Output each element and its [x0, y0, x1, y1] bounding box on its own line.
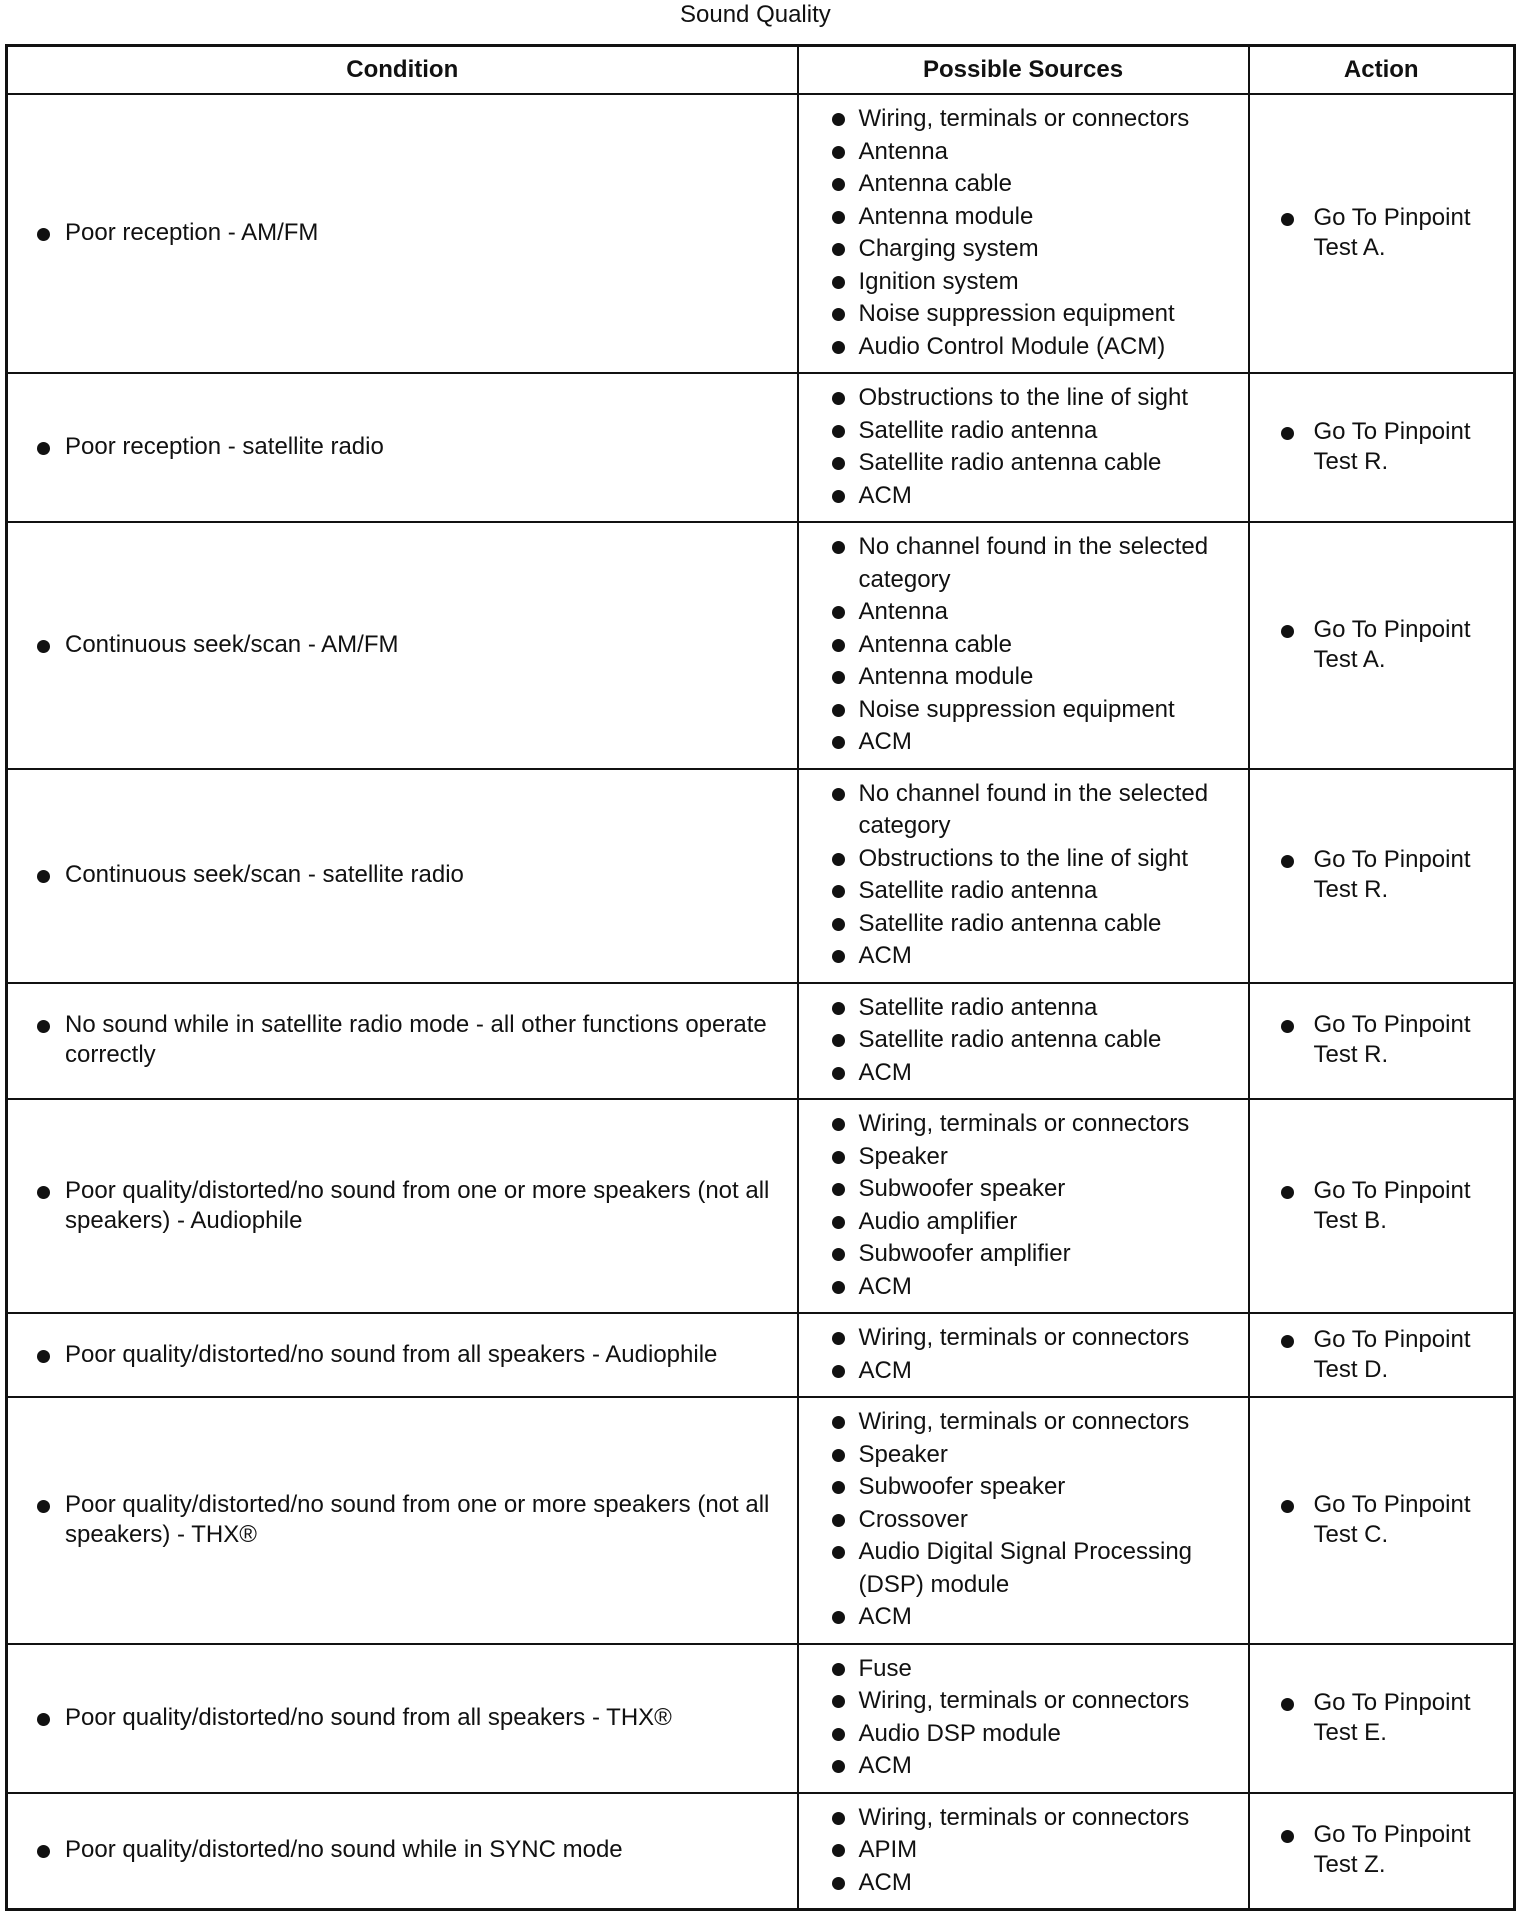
possible-source-item: Subwoofer speaker	[809, 1173, 1238, 1206]
action-text-line1: Go To Pinpoint	[1313, 204, 1471, 231]
action-text-line2: Test D.	[1313, 1355, 1389, 1383]
condition-cell	[7, 1644, 798, 1793]
table-row	[7, 769, 1515, 983]
action-list	[1260, 845, 1504, 905]
action-text-line1: Go To Pinpoint	[1313, 1490, 1471, 1518]
condition-cell	[7, 769, 798, 983]
possible-sources-cell	[798, 94, 1249, 373]
condition-cell	[7, 94, 798, 373]
possible-sources-list	[809, 531, 1238, 759]
condition-text: Poor quality/distorted/no sound from all speakers - Audiophile	[18, 1340, 787, 1370]
condition-text: Poor reception - satellite radio	[18, 432, 787, 462]
action-text-line2: Test A.	[1313, 234, 1386, 261]
possible-source-item: Satellite radio antenna cable	[809, 908, 1238, 941]
possible-source-item: ACM	[809, 1271, 1238, 1304]
header-action: Action	[1249, 46, 1515, 95]
possible-sources-list	[809, 382, 1238, 512]
condition-cell	[7, 1397, 798, 1644]
possible-source-item: Speaker	[809, 1439, 1238, 1472]
possible-source-item: Antenna cable	[809, 168, 1238, 201]
possible-source-item: ACM	[809, 1057, 1238, 1090]
action-text-line2: Test Z.	[1313, 1851, 1386, 1879]
possible-source-item: ACM	[809, 1355, 1238, 1388]
action-list	[1260, 1688, 1504, 1748]
possible-sources-list	[809, 1653, 1238, 1783]
action-list	[1260, 1176, 1504, 1236]
table-row	[7, 1644, 1515, 1793]
possible-source-item: Ignition system	[809, 266, 1238, 299]
possible-source-item: Speaker	[809, 1141, 1238, 1174]
condition-text: No sound while in satellite radio mode - all other functions operate correctly	[18, 1010, 787, 1070]
table-row	[7, 1313, 1515, 1397]
condition-list	[18, 1176, 787, 1236]
condition-cell	[7, 983, 798, 1100]
action-text-line1: Go To Pinpoint	[1313, 615, 1471, 643]
action-list	[1260, 417, 1504, 477]
possible-sources-list	[809, 1406, 1238, 1634]
table-row	[7, 94, 1515, 373]
table-row	[7, 373, 1515, 522]
possible-sources-cell	[798, 1397, 1249, 1644]
possible-source-item: Antenna module	[809, 661, 1238, 694]
action-text-line2: Test R.	[1313, 1041, 1389, 1069]
possible-sources-list	[809, 1802, 1238, 1900]
action-text-line1: Go To Pinpoint	[1313, 1325, 1471, 1353]
possible-source-item: Wiring, terminals or connectors	[809, 1406, 1238, 1439]
header-possible-sources: Possible Sources	[798, 46, 1249, 95]
condition-list	[18, 1010, 787, 1070]
possible-source-item: ACM	[809, 1867, 1238, 1900]
possible-source-item: Noise suppression equipment	[809, 298, 1238, 331]
action-cell	[1249, 769, 1515, 983]
action-list	[1260, 615, 1504, 675]
possible-sources-cell	[798, 1793, 1249, 1910]
action-list	[1260, 1820, 1504, 1880]
possible-sources-cell	[798, 1313, 1249, 1397]
possible-source-item: Obstructions to the line of sight	[809, 382, 1238, 415]
action-cell	[1249, 1793, 1515, 1910]
condition-cell	[7, 522, 798, 769]
action-text-line1: Go To Pinpoint	[1313, 1011, 1471, 1039]
condition-text: Continuous seek/scan - AM/FM	[18, 630, 787, 660]
possible-source-item: Wiring, terminals or connectors	[809, 1802, 1238, 1835]
condition-list	[18, 1703, 787, 1733]
possible-source-item: Satellite radio antenna cable	[809, 1024, 1238, 1057]
table-row	[7, 522, 1515, 769]
condition-list	[18, 860, 787, 890]
action-text-line1: Go To Pinpoint	[1313, 1688, 1471, 1716]
action-item	[1260, 845, 1504, 905]
condition-text: Poor quality/distorted/no sound from one or more speakers (not all speakers) - THX®	[18, 1490, 787, 1550]
possible-source-item: Audio amplifier	[809, 1206, 1238, 1239]
possible-source-item: Fuse	[809, 1653, 1238, 1686]
possible-sources-cell	[798, 983, 1249, 1100]
action-text-line2: Test R.	[1313, 876, 1389, 903]
possible-source-item: Audio Control Module (ACM)	[809, 331, 1238, 364]
action-cell	[1249, 1397, 1515, 1644]
table-row	[7, 1793, 1515, 1910]
action-text-line1: Go To Pinpoint	[1313, 418, 1471, 445]
possible-sources-cell	[798, 1099, 1249, 1313]
condition-cell	[7, 1313, 798, 1397]
action-text-line1: Go To Pinpoint	[1313, 1821, 1471, 1849]
action-item	[1260, 203, 1504, 263]
possible-sources-list	[809, 1322, 1238, 1387]
document-title: Sound Quality	[680, 1, 831, 28]
action-text-line2: Test E.	[1313, 1718, 1387, 1746]
condition-list	[18, 1490, 787, 1550]
header-condition: Condition	[7, 46, 798, 95]
condition-text: Poor quality/distorted/no sound from one or more speakers (not all speakers) - Audiophile	[18, 1176, 787, 1236]
possible-source-item: Wiring, terminals or connectors	[809, 103, 1238, 136]
condition-text: Poor quality/distorted/no sound while in SYNC mode	[18, 1835, 787, 1865]
possible-source-item: Antenna	[809, 596, 1238, 629]
action-text-line2: Test R.	[1313, 448, 1389, 475]
possible-source-item: Satellite radio antenna	[809, 875, 1238, 908]
possible-source-item: Subwoofer amplifier	[809, 1238, 1238, 1271]
sound-quality-table	[5, 44, 1516, 1911]
condition-list	[18, 218, 787, 248]
action-list	[1260, 1325, 1504, 1385]
possible-sources-list	[809, 103, 1238, 363]
table-header-row	[7, 46, 1515, 95]
possible-source-item: Obstructions to the line of sight	[809, 843, 1238, 876]
action-text-line1: Go To Pinpoint	[1313, 1176, 1471, 1204]
action-cell	[1249, 373, 1515, 522]
possible-source-item: Antenna	[809, 136, 1238, 169]
condition-text: Poor quality/distorted/no sound from all speakers - THX®	[18, 1703, 787, 1733]
possible-source-item: Satellite radio antenna	[809, 415, 1238, 448]
possible-sources-list	[809, 992, 1238, 1090]
action-item	[1260, 1490, 1504, 1550]
possible-source-item: No channel found in the selected category	[809, 531, 1238, 596]
possible-sources-list	[809, 1108, 1238, 1303]
possible-source-item: Antenna cable	[809, 629, 1238, 662]
table-row	[7, 1397, 1515, 1644]
condition-cell	[7, 1793, 798, 1910]
action-text-line2: Test B.	[1313, 1206, 1387, 1234]
possible-source-item: Wiring, terminals or connectors	[809, 1108, 1238, 1141]
possible-source-item: ACM	[809, 940, 1238, 973]
action-text-line1: Go To Pinpoint	[1313, 846, 1471, 873]
condition-list	[18, 1835, 787, 1865]
action-item	[1260, 615, 1504, 675]
condition-list	[18, 630, 787, 660]
condition-text: Poor reception - AM/FM	[18, 218, 787, 248]
possible-source-item: ACM	[809, 1601, 1238, 1634]
action-text-line2: Test A.	[1313, 645, 1386, 673]
action-item	[1260, 1820, 1504, 1880]
possible-source-item: Satellite radio antenna	[809, 992, 1238, 1025]
action-list	[1260, 1010, 1504, 1070]
condition-text: Continuous seek/scan - satellite radio	[18, 860, 787, 890]
action-text-line2: Test C.	[1313, 1520, 1389, 1548]
action-cell	[1249, 522, 1515, 769]
possible-sources-cell	[798, 373, 1249, 522]
possible-source-item: Antenna module	[809, 201, 1238, 234]
possible-sources-cell	[798, 522, 1249, 769]
action-item	[1260, 417, 1504, 477]
table-row	[7, 983, 1515, 1100]
possible-source-item: Noise suppression equipment	[809, 694, 1238, 727]
table-row	[7, 1099, 1515, 1313]
action-cell	[1249, 94, 1515, 373]
possible-source-item: Subwoofer speaker	[809, 1471, 1238, 1504]
action-item	[1260, 1325, 1504, 1385]
condition-cell	[7, 1099, 798, 1313]
possible-source-item: ACM	[809, 480, 1238, 513]
possible-sources-list	[809, 778, 1238, 973]
possible-source-item: Crossover	[809, 1504, 1238, 1537]
action-cell	[1249, 1099, 1515, 1313]
possible-source-item: ACM	[809, 726, 1238, 759]
possible-source-item: Charging system	[809, 233, 1238, 266]
possible-source-item: Wiring, terminals or connectors	[809, 1322, 1238, 1355]
action-cell	[1249, 983, 1515, 1100]
condition-list	[18, 432, 787, 462]
action-item	[1260, 1688, 1504, 1748]
action-cell	[1249, 1313, 1515, 1397]
condition-list	[18, 1340, 787, 1370]
possible-source-item: Audio DSP module	[809, 1718, 1238, 1751]
possible-source-item: APIM	[809, 1834, 1238, 1867]
possible-source-item: ACM	[809, 1750, 1238, 1783]
possible-sources-cell	[798, 1644, 1249, 1793]
possible-sources-cell	[798, 769, 1249, 983]
possible-source-item: Audio Digital Signal Processing (DSP) module	[809, 1536, 1238, 1601]
action-list	[1260, 1490, 1504, 1550]
possible-source-item: No channel found in the selected category	[809, 778, 1238, 843]
possible-source-item: Wiring, terminals or connectors	[809, 1685, 1238, 1718]
action-item	[1260, 1176, 1504, 1236]
possible-source-item: Satellite radio antenna cable	[809, 447, 1238, 480]
action-cell	[1249, 1644, 1515, 1793]
condition-cell	[7, 373, 798, 522]
action-list	[1260, 203, 1504, 263]
table-body	[7, 94, 1515, 1910]
action-item	[1260, 1010, 1504, 1070]
